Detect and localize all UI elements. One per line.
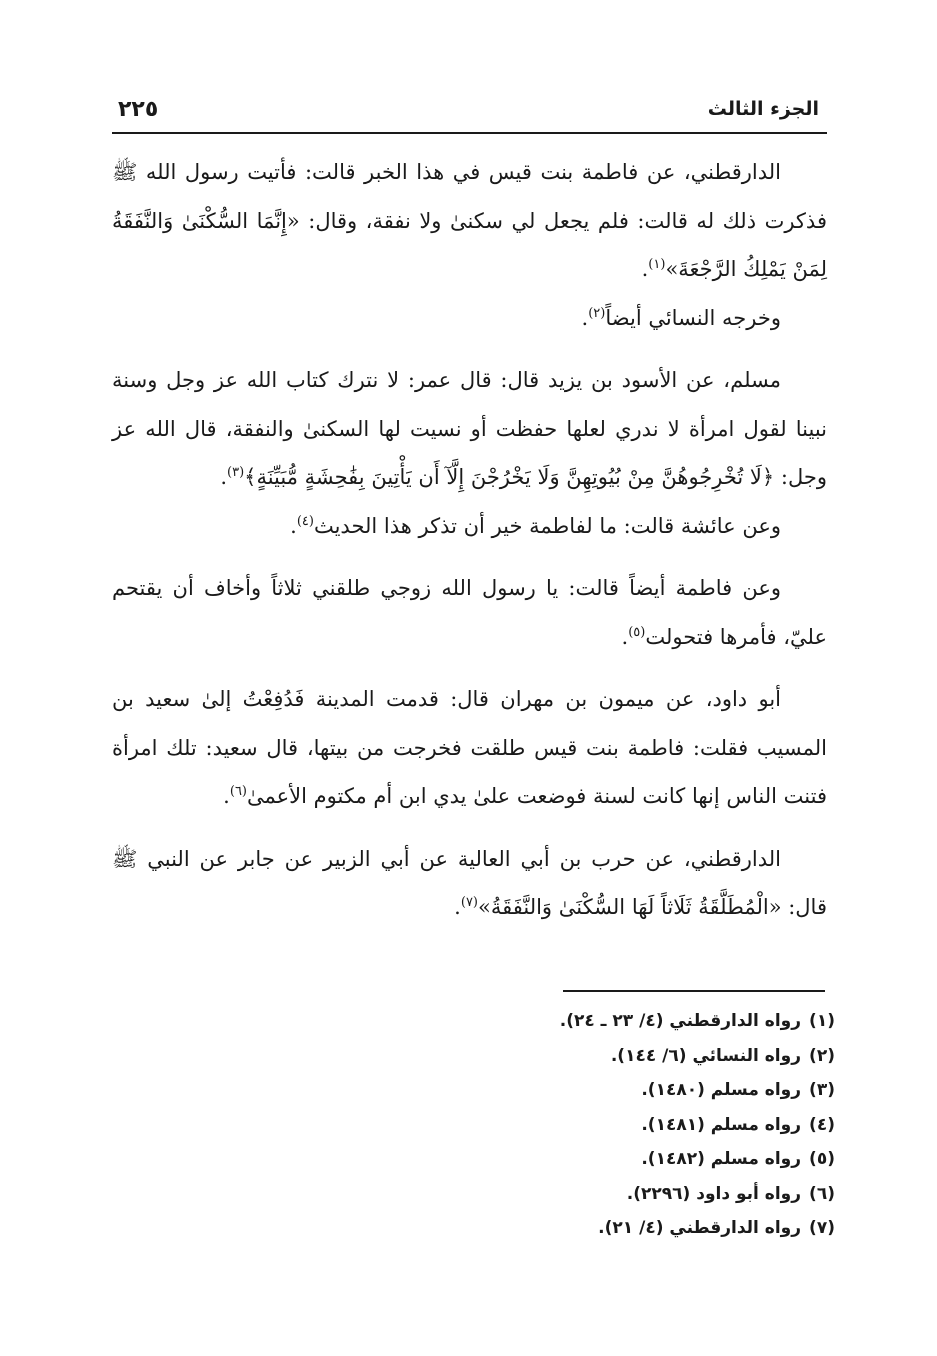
footnote-text: رواه مسلم (١٤٨٠). [641, 1080, 801, 1100]
footnote-number: (١) [809, 1011, 835, 1031]
paragraph-daraqutni-fatima [112, 148, 827, 294]
paragraph-text: وعن فاطمة أيضاً قالت: يا رسول الله زوجي طلقني ثلاثاً وأخاف أن يقتحم عليّ، فأمرها فتحولت [112, 576, 827, 649]
footnote-text: رواه الدارقطني (٤/ ٢٣ ـ ٢٤). [559, 1011, 801, 1031]
footnote-text: رواه الدارقطني (٤/ ٢١). [598, 1218, 801, 1238]
paragraph-tail: . [641, 257, 649, 281]
paragraph-tail: . [454, 895, 461, 919]
footnote-ref[interactable]: (٤) [296, 513, 314, 529]
main-text [112, 148, 827, 932]
footnote-separator [563, 990, 825, 992]
paragraph-text: وخرجه النسائي أيضاً [605, 305, 781, 330]
footnote-ref[interactable]: (٥) [628, 624, 646, 640]
footnote-item [300, 1039, 835, 1074]
footnote-ref[interactable]: (١) [648, 257, 666, 272]
footnote-number: (٦) [809, 1183, 835, 1204]
footnote-text: رواه أبو داود (٢٢٩٦). [626, 1183, 801, 1204]
footnote-ref[interactable]: (٦) [229, 784, 247, 799]
paragraph-tail: . [621, 624, 629, 649]
paragraph-tail: . [581, 305, 589, 330]
header-rule [112, 132, 827, 134]
footnote-item [300, 1142, 835, 1177]
footnote-ref[interactable]: (٧) [460, 895, 478, 910]
footnote-number: (٤) [809, 1114, 835, 1135]
footnote-item [300, 1177, 835, 1212]
paragraph-text: الدارقطني، عن حرب بن أبي العالية عن أبي الزبير عن جابر عن النبي ﷺ قال: «الْمُطَلَّقَةُ ثَلَاثاً لَهَا السُّكْنَىٰ وَالنَّفَقَةُ» [112, 846, 827, 919]
footnote-item [300, 1073, 835, 1108]
paragraph-aisha [112, 502, 827, 551]
footnote-ref[interactable]: (٣) [227, 465, 245, 480]
footnotes-list [300, 1004, 835, 1246]
footnote-text: رواه مسلم (١٤٨١). [641, 1114, 801, 1135]
paragraph-nasai [112, 294, 827, 343]
paragraph-daraqutni-jabir [112, 835, 827, 932]
paragraph-abu-dawud [112, 675, 827, 821]
paragraph-text: الدارقطني، عن فاطمة بنت قيس في هذا الخبر قالت: فأتيت رسول الله ﷺ فذكرت ذلك له قالت: فلم يجعل لي سكنىٰ ولا نفقة، وقال: «إِنَّمَا السُّكْنَىٰ وَالنَّفَقَةُ لِمَنْ يَمْلِكُ الرَّجْعَةَ» [112, 160, 827, 281]
running-header [118, 92, 819, 126]
footnote-number: (٧) [809, 1218, 835, 1238]
paragraph-tail: . [290, 513, 297, 538]
paragraph-text: وعن عائشة قالت: ما لفاطمة خير أن تذكر هذا الحديث [313, 513, 781, 538]
paragraph-text: مسلم، عن الأسود بن يزيد قال: قال عمر: لا نترك كتاب الله عز وجل وسنة نبينا لقول امرأة لا ندري لعلها حفظت أو نسيت لها السكنىٰ والنفقة، قال الله عز وجل: ﴿لَا تُخْرِجُوهُنَّ مِنْ بُيُوتِهِنَّ وَلَا يَخْرُجْنَ إِلَّآ أَن يَأْتِينَ بِفَٰحِشَةٍ مُّبَيِّنَةٍ﴾ [112, 368, 827, 489]
footnote-item [300, 1211, 835, 1246]
footnote-text: رواه مسلم (١٤٨٢). [641, 1149, 801, 1169]
paragraph-tail: . [220, 465, 227, 489]
paragraph-text: أبو داود، عن ميمون بن مهران قال: قدمت المدينة فَدُفِعْتُ إلىٰ سعيد بن المسيب فقلت: فاطمة بنت قيس طلقت فخرجت من بيتها، قال سعيد: تلك امرأة فتنت الناس إنها كانت لسنة فوضعت علىٰ يدي ابن أم مكتوم الأعمىٰ [112, 687, 827, 808]
footnote-number: (٣) [809, 1080, 835, 1100]
paragraph-tail: . [223, 784, 230, 808]
footnote-item [300, 1108, 835, 1143]
paragraph-fatima-again [112, 564, 827, 661]
footnote-number: (٥) [809, 1149, 835, 1169]
page-number: ٢٢٥ [118, 96, 159, 122]
footnote-number: (٢) [809, 1045, 835, 1066]
section-title: الجزء الثالث [707, 98, 819, 120]
footnote-item [300, 1004, 835, 1039]
paragraph-muslim-umar [112, 356, 827, 502]
footnote-ref[interactable]: (٢) [588, 305, 606, 321]
footnote-text: رواه النسائي (٦/ ١٤٤). [610, 1045, 801, 1066]
